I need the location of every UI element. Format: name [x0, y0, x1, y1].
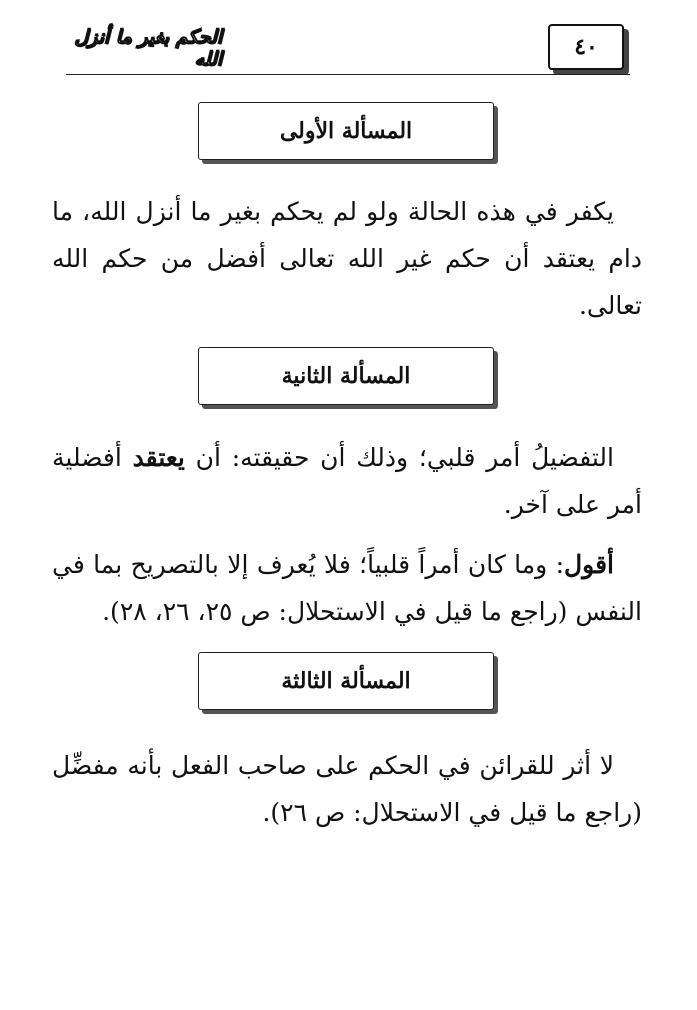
- section-3-title-box: [198, 652, 494, 710]
- section-2-paragraph-2-text: : وما كان أمراً قلبياً؛ فلا يُعرف إلا بالتصريح بما في النفس (راجع ما قيل في الاستحلال: ص ٢٥، ٢٦، ٢٨).: [52, 550, 642, 626]
- section-3-paragraph: [52, 742, 642, 836]
- section-2-paragraph-1-emphasis: يعتقد: [132, 443, 185, 472]
- section-1-title: المسألة الأولى: [279, 118, 413, 144]
- section-1-paragraph-text: يكفر في هذه الحالة ولو لم يحكم بغير ما أنزل الله، ما دام يعتقد أن حكم غير الله تعالى أفضل من حكم الله تعالى.: [52, 197, 642, 320]
- section-3-title: المسألة الثالثة: [281, 668, 411, 694]
- section-2-title: المسألة الثانية: [281, 363, 411, 389]
- section-3-paragraph-text: لا أثر للقرائن في الحكم على صاحب الفعل بأنه مفضِّل (راجع ما قيل في الاستحلال: ص ٢٦).: [52, 751, 642, 827]
- section-2-title-box: [198, 347, 494, 405]
- section-2-paragraph-1-start: التفضيلُ أمر قلبي؛ وذلك أن حقيقته: أن: [184, 443, 614, 472]
- section-1-paragraph: [52, 188, 642, 329]
- header-rule: [66, 74, 630, 75]
- section-1-title-box: [198, 102, 494, 160]
- section-2-paragraph-1: [52, 434, 642, 528]
- section-2-paragraph-1-end: أفضلية أمر على آخر.: [52, 443, 642, 519]
- page-number-box: [548, 24, 624, 70]
- page-number: ٤٠: [574, 34, 598, 60]
- running-title: الحكم بغير ما أنزل الله: [74, 26, 222, 70]
- section-2-paragraph-2: [52, 541, 642, 635]
- section-2-paragraph-2-lead: أقول: [564, 550, 614, 579]
